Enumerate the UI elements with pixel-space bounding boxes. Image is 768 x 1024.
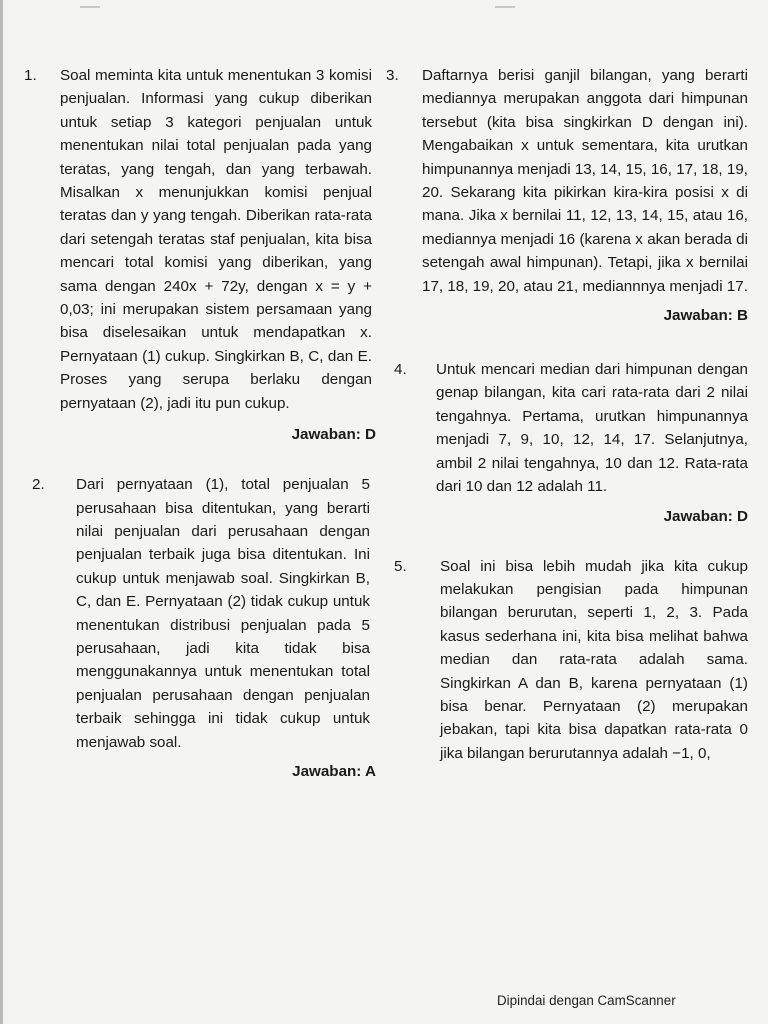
- item-number: 5.: [394, 557, 407, 575]
- item-number: 3.: [386, 67, 399, 84]
- answer-item-5: [386, 555, 748, 766]
- scan-header-marks: [0, 6, 768, 12]
- answer-label: Jawaban: B: [663, 307, 748, 325]
- item-text: Soal meminta kita untuk menentukan 3 komisi penjualan. Informasi yang cukup diberikan untuk setiap 3 kategori penjualan untuk menentukan nilai total penjualan pada yang teratas, yang tengah, dan yang terbawah. Misalkan x menunjukkan komisi penjual teratas dan y yang tengah. Diberikan rata-rata dari setengah teratas staf penjualan, kita bisa mencari total komisi yang diberikan, yang sama dengan 240x + 72y, dengan x = y + 0,03; ini merupakan sistem persamaan yang bisa diselesaikan untuk mendapatkan x. Pernyataan (1) cukup. Singkirkan B, C, dan E. Proses yang serupa berlaku dengan pernyataan (2), jadi itu pun cukup.: [60, 67, 372, 412]
- camscanner-footer: Dipindai dengan CamScanner: [497, 993, 676, 1008]
- left-column: [24, 64, 376, 784]
- scan-edge-shadow: [0, 0, 3, 1024]
- answer-item-2: [24, 473, 376, 754]
- item-number: 2.: [32, 476, 45, 494]
- answer-label: Jawaban: A: [292, 762, 376, 780]
- answer-label: Jawaban: D: [291, 426, 376, 444]
- answer-item-4: [386, 358, 748, 498]
- item-text: Soal ini bisa lebih mudah jika kita cukup melakukan pengisian pada himpunan bilangan berurutan, seperti 1, 2, 3. Pada kasus sederhana ini, kita bisa melihat bahwa median dan rata-rata adalah sama. Singkirkan A dan B, karena pernyataan (1) bisa benar. Pernyataan (2) merupakan jebakan, tapi kita bisa dapatkan rata-rata 0 jika bilangan berurutannya adalah −1, 0,: [440, 557, 748, 762]
- answer-item-1: [24, 64, 376, 415]
- right-column: [386, 64, 748, 789]
- item-number: 4.: [394, 361, 407, 379]
- answer-label: Jawaban: D: [663, 507, 748, 525]
- item-text: Untuk mencari median dari himpunan dengan genap bilangan, kita cari rata-rata dari 2 nilai tengahnya. Pertama, urutkan himpunannya menjadi 7, 9, 10, 12, 14, 17. Selanjutnya, ambil 2 nilai tengahnya, 10 dan 12. Rata-rata dari 10 dan 12 adalah 11.: [436, 361, 748, 496]
- answer-item-3: [386, 64, 748, 298]
- item-text: Daftarnya berisi ganjil bilangan, yang berarti mediannya merupakan anggota dari himpunan tersebut (kita bisa singkirkan D dengan ini). Mengabaikan x untuk sementara, kita urutkan himpunannya menjadi 13, 14, 15, 16, 17, 18, 19, 20. Sekarang kita pikirkan kira-kira posisi x di mana. Jika x bernilai 11, 12, 13, 14, 15, atau 16, mediannya menjadi 16 (karena x akan berada di setengah awal himpunan). Tetapi, jika x bernilai 17, 18, 19, 20, atau 21, mediannnya menjadi 17.: [422, 67, 748, 295]
- item-text: Dari pernyataan (1), total penjualan 5 perusahaan bisa ditentukan, yang berarti nilai penjualan dari perusahaan dengan penjualan terbaik juga bisa ditentukan. Ini cukup untuk menjawab soal. Singkirkan B, C, dan E. Pernyataan (2) tidak cukup untuk menentukan distribusi penjualan pada 5 perusahaan, jadi kita tidak bisa menggunakannya untuk menentukan total penjualan perusahaan dengan penjualan terbaik sehingga ini tidak cukup untuk menjawab soal.: [76, 476, 370, 751]
- item-number: 1.: [24, 67, 37, 84]
